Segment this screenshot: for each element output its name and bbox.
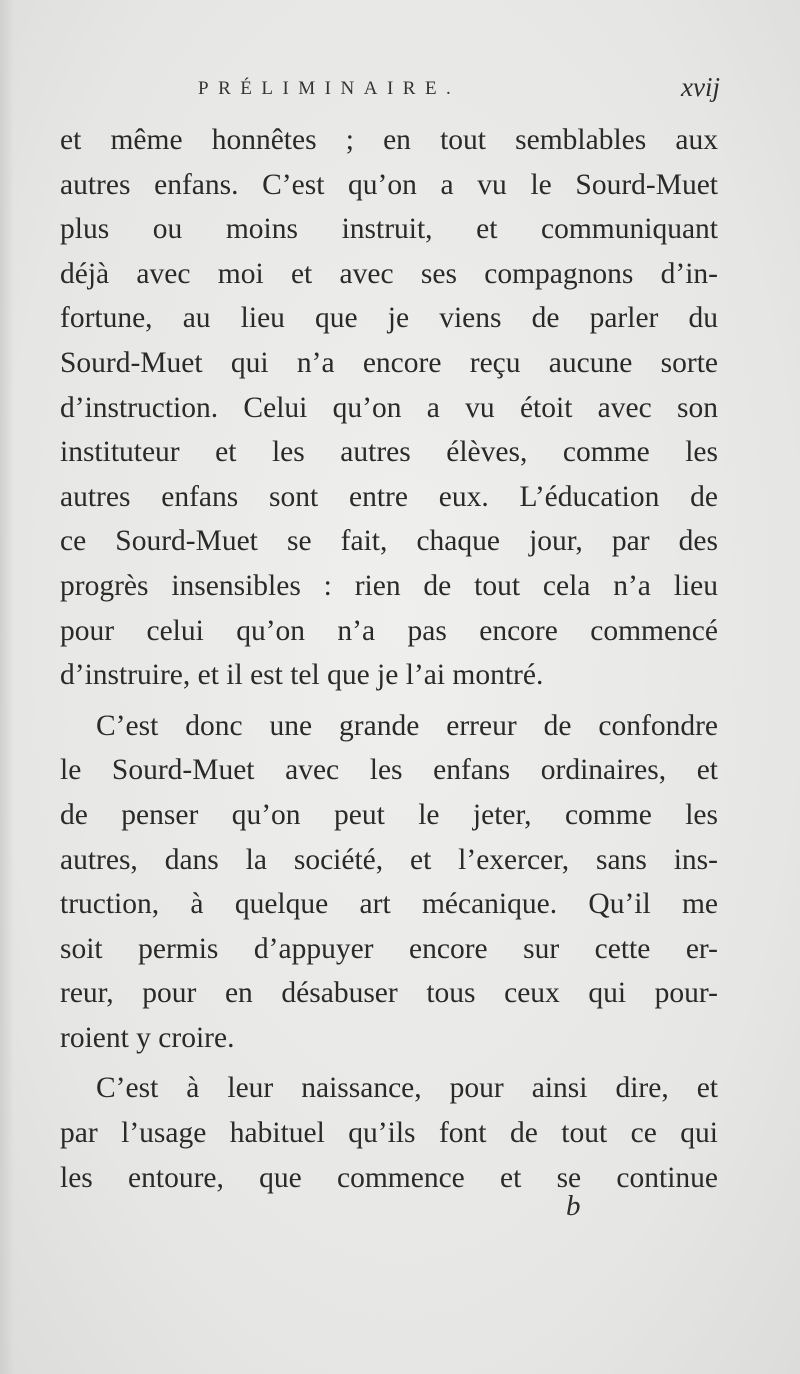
- text-line: roient y croire.: [60, 1021, 235, 1054]
- running-head: [60, 72, 720, 108]
- signature-mark: b: [566, 1190, 581, 1222]
- text-line: de penser qu’on peut le jeter, comme les: [60, 798, 718, 831]
- page-gutter-shadow: [0, 0, 14, 1374]
- text-line: autres enfans. C’est qu’on a vu le Sourd-Muet: [60, 168, 718, 201]
- text-line: pour celui qu’on n’a pas encore commencé: [60, 614, 718, 647]
- text-line: truction, à quelque art mécanique. Qu’il me: [60, 888, 718, 921]
- text-line: par l’usage habituel qu’ils font de tout ce qui: [60, 1117, 718, 1150]
- text-line: d’instruction. Celui qu’on a vu étoit avec son: [60, 391, 718, 424]
- text-line: plus ou moins instruit, et communiquant: [60, 213, 718, 246]
- text-line: les entoure, que commence et se continue: [60, 1161, 718, 1194]
- text-line: C’est à leur naissance, pour ainsi dire, et: [96, 1072, 718, 1105]
- text-line: le Sourd-Muet avec les enfans ordinaires, et: [60, 754, 718, 787]
- text-line: ce Sourd-Muet se fait, chaque jour, par des: [60, 525, 718, 558]
- text-line: C’est donc une grande erreur de confondre: [96, 709, 718, 742]
- text-line: autres enfans sont entre eux. L’éducation de: [60, 480, 718, 513]
- text-line: soit permis d’appuyer encore sur cette er-: [60, 932, 718, 965]
- text-line: reur, pour en désabuser tous ceux qui pour-: [60, 977, 718, 1010]
- text-line: et même honnêtes ; en tout semblables aux: [60, 124, 718, 156]
- text-line: instituteur et les autres élèves, comme les: [60, 436, 718, 469]
- text-line: déjà avec moi et avec ses compagnons d’in-: [60, 257, 718, 290]
- text-line: d’instruire, et il est tel que je l’ai montré.: [60, 659, 544, 692]
- running-head-title: PRÉLIMINAIRE.: [198, 78, 461, 99]
- page-number: xvij: [681, 72, 720, 102]
- body-text: [60, 118, 718, 1200]
- text-line: autres, dans la société, et l’exercer, sans ins-: [60, 843, 718, 876]
- text-line: progrès insensibles : rien de tout cela n’a lieu: [60, 569, 718, 602]
- text-line: Sourd-Muet qui n’a encore reçu aucune sorte: [60, 346, 718, 379]
- text-line: fortune, au lieu que je viens de parler du: [60, 302, 718, 335]
